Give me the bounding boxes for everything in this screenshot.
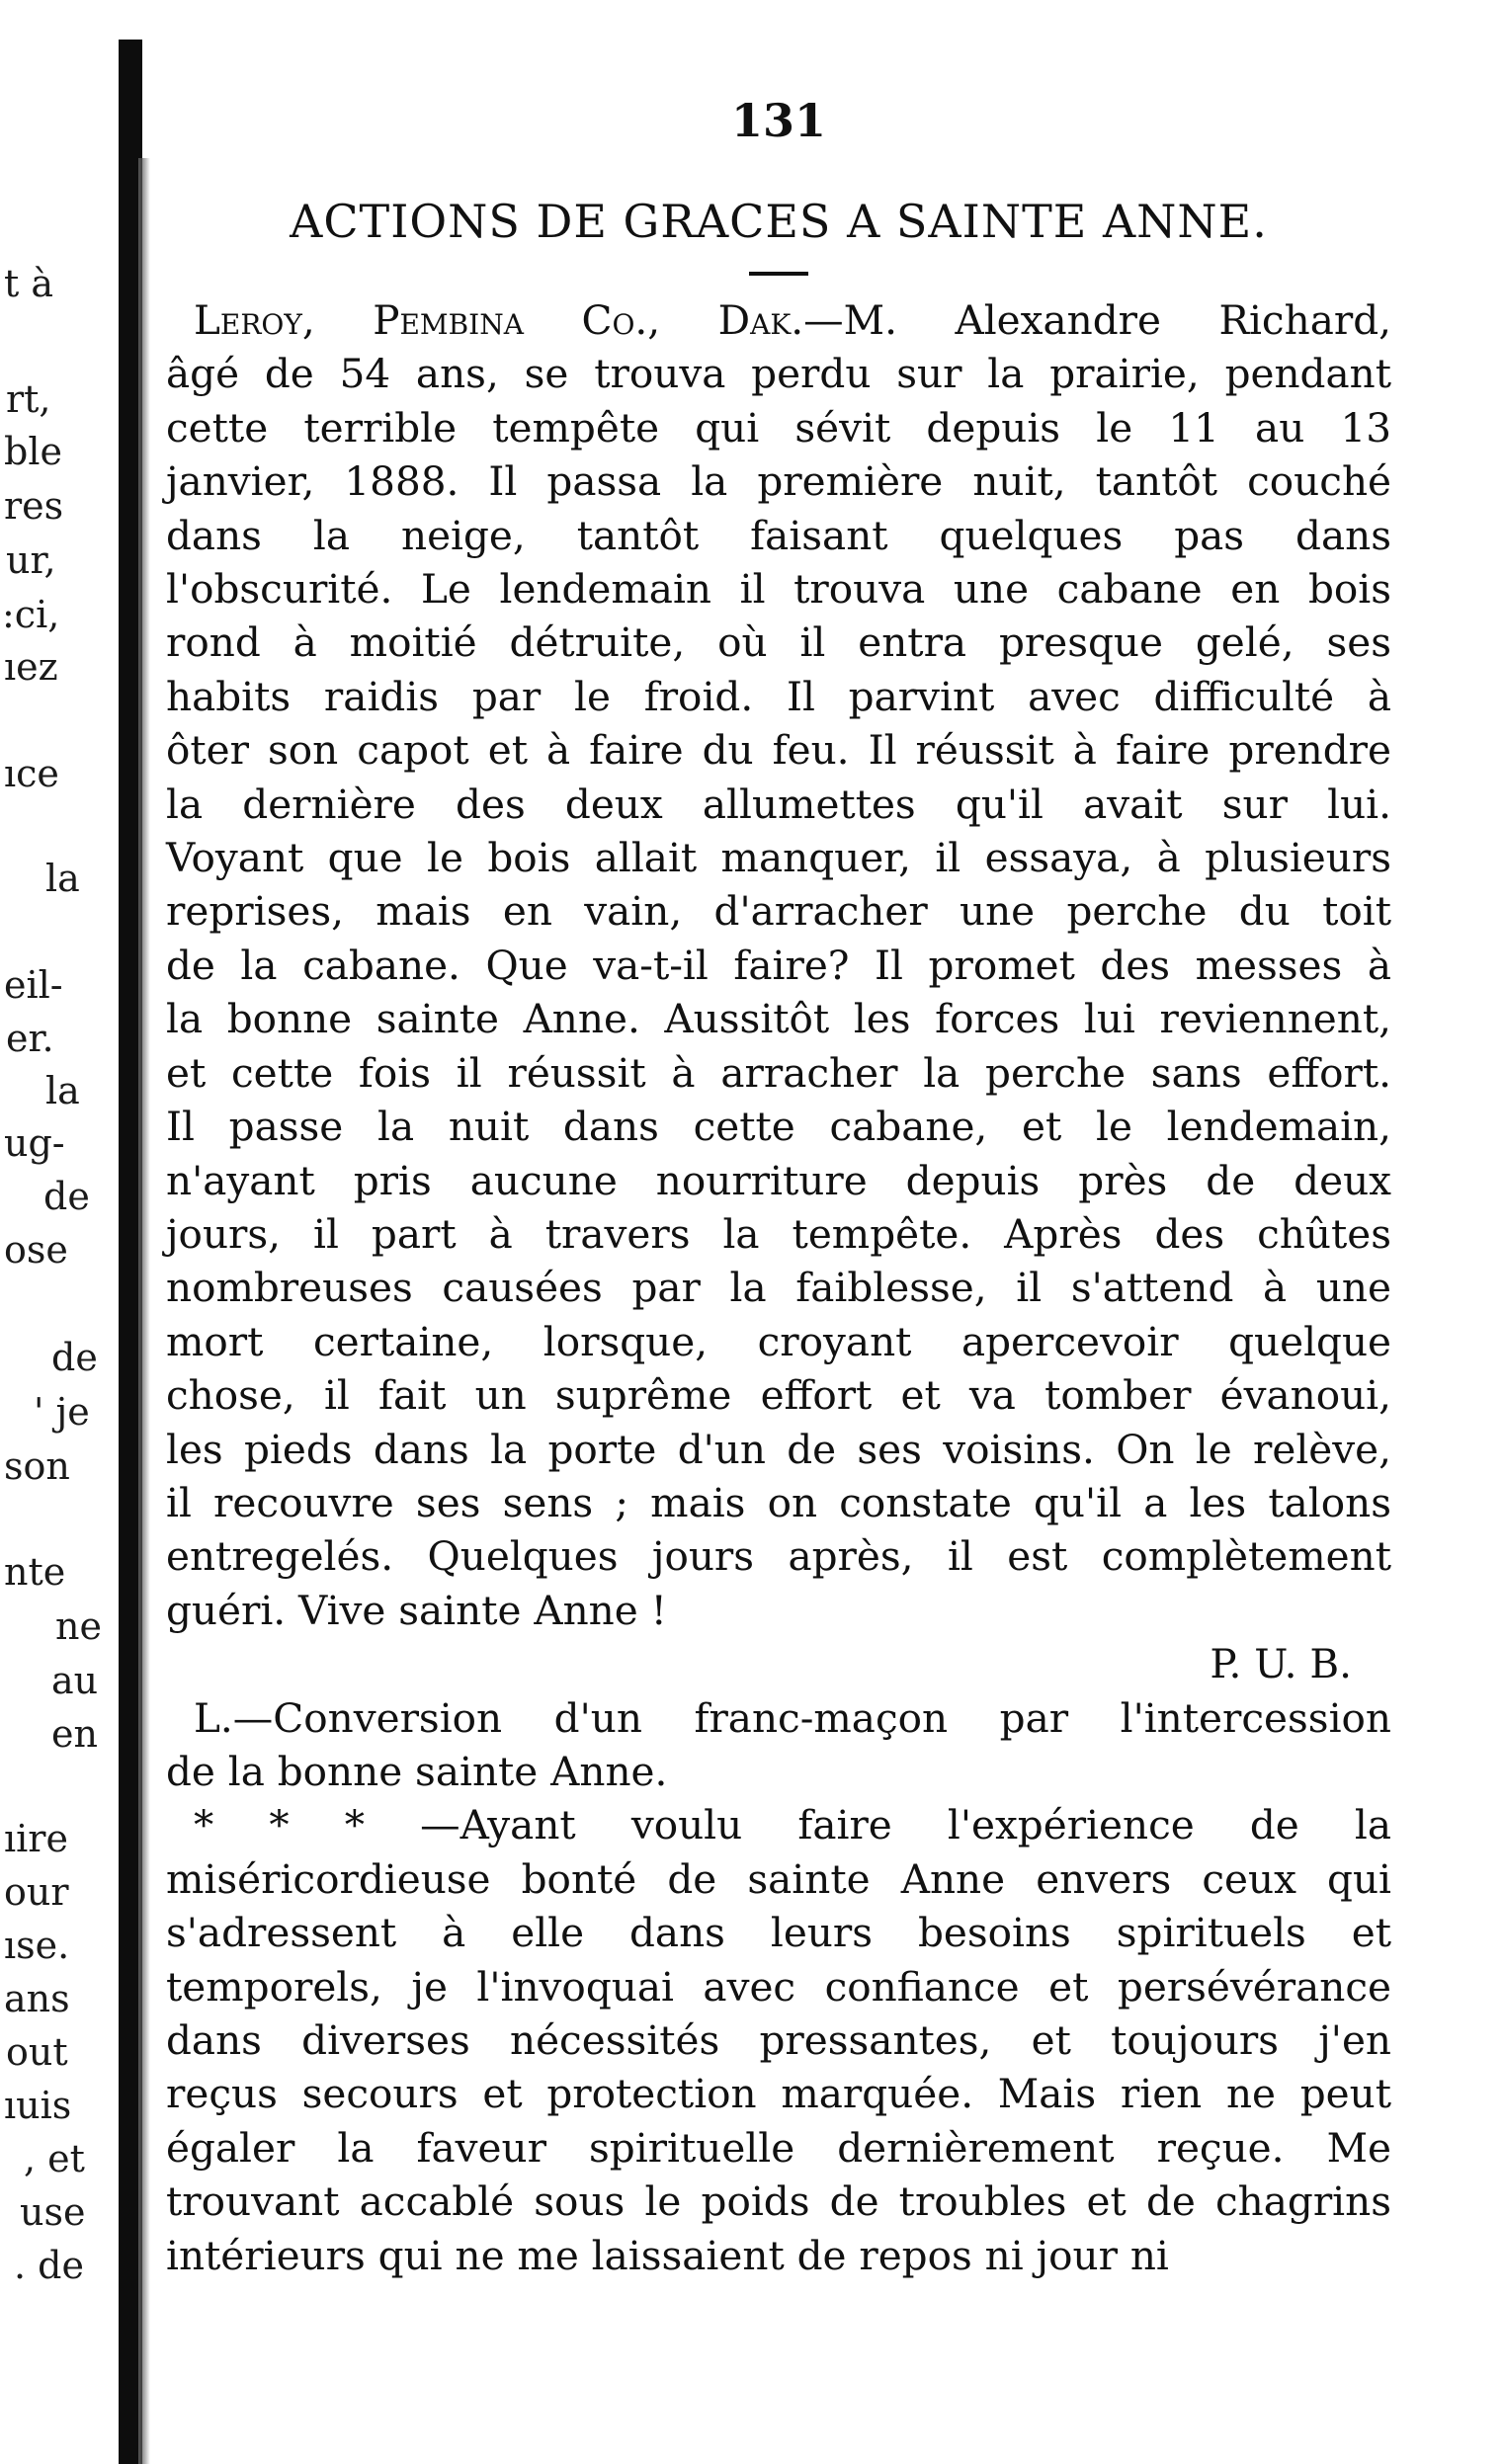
margin-fragment: au — [51, 1659, 99, 1702]
margin-fragment: , et — [24, 2137, 85, 2180]
margin-fragment: ıez — [4, 645, 58, 689]
margin-fragment: out — [6, 2030, 68, 2074]
margin-fragment: ne — [55, 1604, 102, 1648]
text-line: entregelés. Quelques jours après, il est complètement — [166, 1532, 1391, 1581]
text-line: n'ayant pris aucune nourriture depuis près de deux — [166, 1156, 1391, 1204]
text-line: reçus secours et protection marquée. Mais rien ne peut — [166, 2070, 1391, 2118]
margin-fragment: ' je — [34, 1390, 90, 1434]
signature: P. U. B. — [1210, 1640, 1352, 1688]
text-line: la bonne sainte Anne. Aussitôt les forces lui reviennent, — [166, 995, 1391, 1043]
text-line: égaler la faveur spirituelle dernièrement reçue. Me — [166, 2123, 1391, 2172]
text-line: Voyant que le bois allait manquer, il essaya, à plusieurs — [166, 834, 1391, 882]
text-line: de la cabane. Que va-t-il faire? Il promet des messes à — [166, 941, 1391, 989]
margin-fragment: . de — [14, 2244, 84, 2287]
margin-fragment: our — [4, 1870, 69, 1914]
text-line: habits raidis par le froid. Il parvint avec difficulté à — [166, 672, 1391, 720]
text-line: rond à moitié détruite, où il entra presque gelé, ses — [166, 618, 1391, 667]
text-line: dans diverses nécessités pressantes, et toujours j'en — [166, 2016, 1391, 2064]
margin-fragment: :ci, — [2, 593, 60, 636]
margin-fragment: nte — [4, 1550, 66, 1594]
text-line: chose, il fait un suprême effort et va tomber évanoui, — [166, 1371, 1391, 1420]
margin-fragment: la — [45, 1069, 80, 1112]
page-body — [166, 94, 1391, 2282]
text-line: trouvant accablé sous le poids de troubles et de chagrins — [166, 2177, 1391, 2226]
page-heading: ACTIONS DE GRACES A SAINTE ANNE. — [290, 195, 1268, 248]
text-line: et cette fois il réussit à arracher la perche sans effort. — [166, 1048, 1391, 1097]
margin-fragment: ıce — [4, 752, 59, 795]
text-line: * * * —Ayant voulu faire l'expérience de la — [194, 1801, 1391, 1849]
paragraph-leroy — [166, 293, 1391, 1691]
text-line: ôter son capot et à faire du feu. Il réussit à faire prendre — [166, 726, 1391, 775]
margin-fragment: ur, — [6, 538, 56, 582]
text-line: dans la neige, tantôt faisant quelques pas dans — [166, 511, 1391, 559]
margin-fragment: ug- — [4, 1121, 65, 1165]
heading-rule — [749, 272, 808, 276]
text-line: l'obscurité. Le lendemain il trouva une cabane en bois — [166, 565, 1391, 614]
paragraph-lead-line — [166, 293, 1391, 347]
text-line: jours, il part à travers la tempête. Après des chûtes — [166, 1209, 1391, 1258]
text-line: miséricordieuse bonté de sainte Anne envers ceux qui — [166, 1854, 1391, 1903]
text-line: il recouvre ses sens ; mais on constate qu'il a les talons — [166, 1478, 1391, 1526]
text-line: Il passe la nuit dans cette cabane, et le lendemain, — [166, 1103, 1391, 1151]
margin-fragment: de — [51, 1336, 98, 1379]
text-line: cette terrible tempête qui sévit depuis le 11 au 13 — [166, 403, 1391, 452]
text-line: janvier, 1888. Il passa la première nuit, tantôt couché — [166, 457, 1391, 506]
margin-fragment: eil- — [4, 963, 63, 1007]
text-line: temporels, je l'invoquai avec confiance et persévérance — [166, 1962, 1391, 2011]
gutter-shadow — [138, 158, 150, 2464]
margin-fragment: rt, — [6, 377, 51, 421]
text-line: de la bonne sainte Anne. — [166, 1747, 668, 1795]
margin-fragment: ose — [4, 1228, 68, 1272]
text-line: intérieurs qui ne me laissaient de repos ni jour ni — [166, 2231, 1169, 2279]
text-line: âgé de 54 ans, se trouva perdu sur la prairie, pendant — [166, 350, 1391, 398]
margin-fragment: ıuis — [4, 2084, 72, 2127]
text-line: mort certaine, lorsque, croyant apercevoir quelque — [166, 1317, 1391, 1365]
margin-fragment: res — [4, 484, 64, 528]
text-line: s'adressent à elle dans leurs besoins spirituels et — [166, 1909, 1391, 1957]
text-line: guéri. Vive sainte Anne ! — [166, 1586, 667, 1634]
text-line: nombreuses causées par la faiblesse, il s'attend à une — [166, 1264, 1391, 1312]
facing-page-bleed — [0, 0, 109, 2464]
text-line: la dernière des deux allumettes qu'il avait sur lui. — [166, 780, 1391, 828]
text-line: L.—Conversion d'un franc-maçon par l'intercession — [194, 1693, 1391, 1742]
margin-fragment: la — [45, 857, 80, 900]
lead-rest: —M. Alexandre Richard, — [803, 296, 1391, 344]
text-line: les pieds dans la porte d'un de ses voisins. On le relève, — [166, 1425, 1391, 1473]
text-line: reprises, mais en vain, d'arracher une perche du toit — [166, 887, 1391, 936]
margin-fragment: de — [43, 1175, 90, 1218]
page-number: 131 — [730, 94, 827, 147]
margin-fragment: t à — [4, 262, 54, 305]
margin-fragment: ble — [4, 430, 62, 473]
margin-fragment: son — [4, 1444, 70, 1488]
margin-fragment: ıire — [4, 1817, 68, 1860]
margin-fragment: en — [51, 1712, 98, 1756]
margin-fragment: er. — [6, 1017, 54, 1060]
paragraph-conversion-title — [166, 1691, 1391, 1799]
paragraph-lines — [166, 347, 1391, 1637]
margin-fragment: ans — [4, 1977, 70, 2020]
place-name: Leroy, Pembina Co., Dak. — [194, 296, 804, 344]
margin-fragment: ıse. — [4, 1924, 70, 1967]
paragraph-testimony — [166, 1798, 1391, 2282]
margin-fragment: use — [20, 2190, 86, 2234]
